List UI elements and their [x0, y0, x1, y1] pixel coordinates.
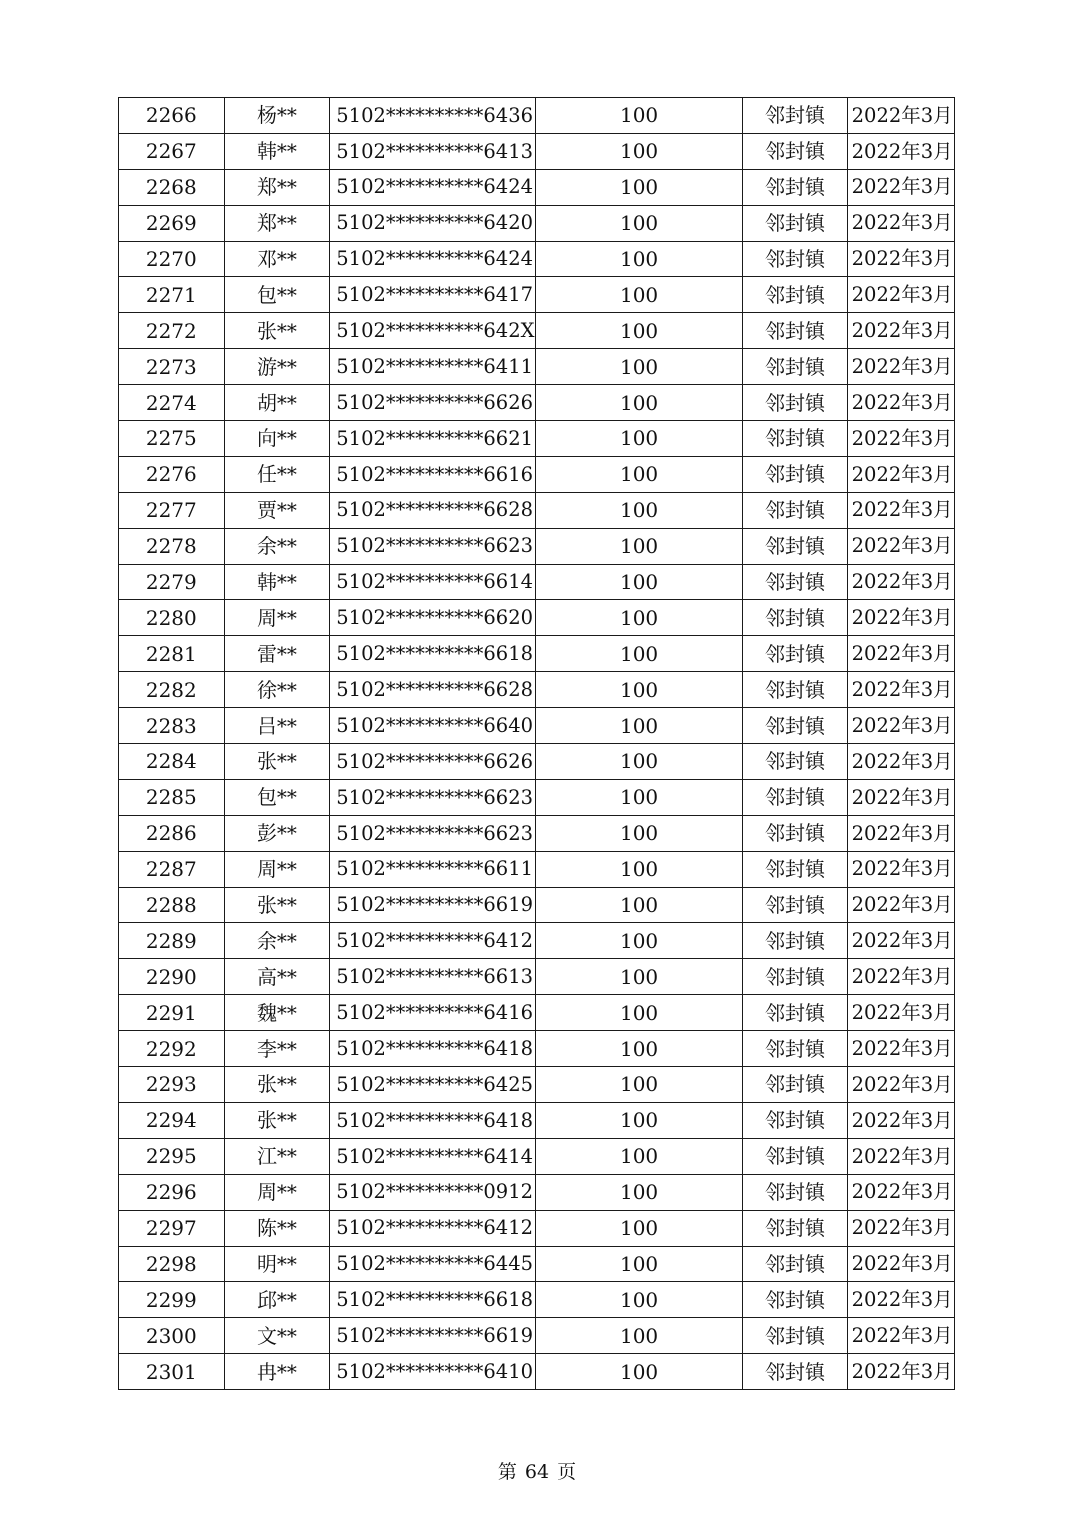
amount-cell: 100 — [536, 672, 742, 708]
month-cell: 2022年3月 — [848, 779, 955, 815]
id-number-cell: 5102**********6621 — [330, 421, 536, 457]
town-cell: 邻封镇 — [742, 851, 848, 887]
serial-number-cell: 2269 — [119, 205, 225, 241]
id-number-cell: 5102**********6418 — [330, 1031, 536, 1067]
serial-number-cell: 2301 — [119, 1354, 225, 1390]
amount-cell: 100 — [536, 349, 742, 385]
amount-cell: 100 — [536, 779, 742, 815]
amount-cell: 100 — [536, 1138, 742, 1174]
town-cell: 邻封镇 — [742, 1138, 848, 1174]
id-number-cell: 5102**********6414 — [330, 1138, 536, 1174]
name-cell: 张** — [224, 744, 330, 780]
table-row — [119, 169, 955, 205]
month-cell: 2022年3月 — [848, 995, 955, 1031]
month-cell: 2022年3月 — [848, 708, 955, 744]
name-cell: 韩** — [224, 564, 330, 600]
table-row — [119, 564, 955, 600]
amount-cell: 100 — [536, 1354, 742, 1390]
serial-number-cell: 2266 — [119, 98, 225, 134]
page-footer — [0, 1457, 1074, 1484]
serial-number-cell: 2295 — [119, 1138, 225, 1174]
id-number-cell: 5102**********6626 — [330, 385, 536, 421]
serial-number-cell: 2268 — [119, 169, 225, 205]
town-cell: 邻封镇 — [742, 1067, 848, 1103]
id-number-cell: 5102**********6410 — [330, 1354, 536, 1390]
month-cell: 2022年3月 — [848, 564, 955, 600]
town-cell: 邻封镇 — [742, 492, 848, 528]
id-number-cell: 5102**********6628 — [330, 492, 536, 528]
table-row — [119, 1102, 955, 1138]
table-row — [119, 1282, 955, 1318]
name-cell: 李** — [224, 1031, 330, 1067]
id-number-cell: 5102**********6640 — [330, 708, 536, 744]
serial-number-cell: 2279 — [119, 564, 225, 600]
table-row — [119, 456, 955, 492]
amount-cell: 100 — [536, 1246, 742, 1282]
town-cell: 邻封镇 — [742, 600, 848, 636]
name-cell: 余** — [224, 528, 330, 564]
id-number-cell: 5102**********6626 — [330, 744, 536, 780]
name-cell: 邱** — [224, 1282, 330, 1318]
amount-cell: 100 — [536, 995, 742, 1031]
serial-number-cell: 2280 — [119, 600, 225, 636]
table-row — [119, 815, 955, 851]
name-cell: 包** — [224, 277, 330, 313]
table-row — [119, 995, 955, 1031]
name-cell: 杨** — [224, 98, 330, 134]
serial-number-cell: 2286 — [119, 815, 225, 851]
month-cell: 2022年3月 — [848, 923, 955, 959]
table-row — [119, 959, 955, 995]
month-cell: 2022年3月 — [848, 205, 955, 241]
id-number-cell: 5102**********6618 — [330, 636, 536, 672]
table-row — [119, 1318, 955, 1354]
town-cell: 邻封镇 — [742, 349, 848, 385]
serial-number-cell: 2294 — [119, 1102, 225, 1138]
page-number: 64 — [524, 1461, 550, 1483]
id-number-cell: 5102**********6445 — [330, 1246, 536, 1282]
serial-number-cell: 2297 — [119, 1210, 225, 1246]
table-row — [119, 98, 955, 134]
amount-cell: 100 — [536, 564, 742, 600]
town-cell: 邻封镇 — [742, 313, 848, 349]
name-cell: 冉** — [224, 1354, 330, 1390]
name-cell: 余** — [224, 923, 330, 959]
month-cell: 2022年3月 — [848, 1138, 955, 1174]
name-cell: 郑** — [224, 169, 330, 205]
table-row — [119, 1246, 955, 1282]
town-cell: 邻封镇 — [742, 385, 848, 421]
town-cell: 邻封镇 — [742, 456, 848, 492]
amount-cell: 100 — [536, 708, 742, 744]
month-cell: 2022年3月 — [848, 672, 955, 708]
month-cell: 2022年3月 — [848, 1318, 955, 1354]
id-number-cell: 5102**********6420 — [330, 205, 536, 241]
serial-number-cell: 2291 — [119, 995, 225, 1031]
id-number-cell: 5102**********6616 — [330, 456, 536, 492]
records-table — [118, 97, 955, 1390]
serial-number-cell: 2298 — [119, 1246, 225, 1282]
id-number-cell: 5102**********6623 — [330, 815, 536, 851]
month-cell: 2022年3月 — [848, 851, 955, 887]
id-number-cell: 5102**********6619 — [330, 887, 536, 923]
name-cell: 江** — [224, 1138, 330, 1174]
id-number-cell: 5102**********6614 — [330, 564, 536, 600]
name-cell: 张** — [224, 1102, 330, 1138]
name-cell: 张** — [224, 1067, 330, 1103]
month-cell: 2022年3月 — [848, 744, 955, 780]
town-cell: 邻封镇 — [742, 1318, 848, 1354]
month-cell: 2022年3月 — [848, 600, 955, 636]
month-cell: 2022年3月 — [848, 1031, 955, 1067]
table-row — [119, 205, 955, 241]
serial-number-cell: 2267 — [119, 133, 225, 169]
amount-cell: 100 — [536, 1282, 742, 1318]
month-cell: 2022年3月 — [848, 277, 955, 313]
town-cell: 邻封镇 — [742, 169, 848, 205]
amount-cell: 100 — [536, 851, 742, 887]
id-number-cell: 5102**********6425 — [330, 1067, 536, 1103]
id-number-cell: 5102**********0912 — [330, 1174, 536, 1210]
id-number-cell: 5102**********6411 — [330, 349, 536, 385]
table-row — [119, 1138, 955, 1174]
table-row — [119, 636, 955, 672]
id-number-cell: 5102**********6424 — [330, 169, 536, 205]
table-row — [119, 1067, 955, 1103]
name-cell: 游** — [224, 349, 330, 385]
town-cell: 邻封镇 — [742, 923, 848, 959]
id-number-cell: 5102**********642X — [330, 313, 536, 349]
month-cell: 2022年3月 — [848, 636, 955, 672]
id-number-cell: 5102**********6413 — [330, 133, 536, 169]
town-cell: 邻封镇 — [742, 744, 848, 780]
serial-number-cell: 2296 — [119, 1174, 225, 1210]
town-cell: 邻封镇 — [742, 815, 848, 851]
id-number-cell: 5102**********6436 — [330, 98, 536, 134]
amount-cell: 100 — [536, 385, 742, 421]
month-cell: 2022年3月 — [848, 313, 955, 349]
serial-number-cell: 2276 — [119, 456, 225, 492]
table-row — [119, 277, 955, 313]
town-cell: 邻封镇 — [742, 205, 848, 241]
table-row — [119, 385, 955, 421]
town-cell: 邻封镇 — [742, 887, 848, 923]
month-cell: 2022年3月 — [848, 492, 955, 528]
table-row — [119, 492, 955, 528]
name-cell: 韩** — [224, 133, 330, 169]
serial-number-cell: 2293 — [119, 1067, 225, 1103]
town-cell: 邻封镇 — [742, 98, 848, 134]
serial-number-cell: 2271 — [119, 277, 225, 313]
serial-number-cell: 2287 — [119, 851, 225, 887]
amount-cell: 100 — [536, 959, 742, 995]
id-number-cell: 5102**********6412 — [330, 1210, 536, 1246]
serial-number-cell: 2289 — [119, 923, 225, 959]
month-cell: 2022年3月 — [848, 528, 955, 564]
name-cell: 雷** — [224, 636, 330, 672]
table-row — [119, 133, 955, 169]
amount-cell: 100 — [536, 636, 742, 672]
town-cell: 邻封镇 — [742, 564, 848, 600]
town-cell: 邻封镇 — [742, 779, 848, 815]
town-cell: 邻封镇 — [742, 1354, 848, 1390]
month-cell: 2022年3月 — [848, 98, 955, 134]
town-cell: 邻封镇 — [742, 1246, 848, 1282]
month-cell: 2022年3月 — [848, 1102, 955, 1138]
amount-cell: 100 — [536, 205, 742, 241]
serial-number-cell: 2278 — [119, 528, 225, 564]
month-cell: 2022年3月 — [848, 169, 955, 205]
name-cell: 吕** — [224, 708, 330, 744]
table-row — [119, 421, 955, 457]
amount-cell: 100 — [536, 1210, 742, 1246]
name-cell: 魏** — [224, 995, 330, 1031]
name-cell: 张** — [224, 313, 330, 349]
table-row — [119, 1354, 955, 1390]
table-row — [119, 313, 955, 349]
name-cell: 周** — [224, 1174, 330, 1210]
town-cell: 邻封镇 — [742, 959, 848, 995]
amount-cell: 100 — [536, 1031, 742, 1067]
month-cell: 2022年3月 — [848, 385, 955, 421]
amount-cell: 100 — [536, 421, 742, 457]
id-number-cell: 5102**********6623 — [330, 528, 536, 564]
amount-cell: 100 — [536, 1102, 742, 1138]
town-cell: 邻封镇 — [742, 672, 848, 708]
town-cell: 邻封镇 — [742, 1210, 848, 1246]
name-cell: 文** — [224, 1318, 330, 1354]
serial-number-cell: 2275 — [119, 421, 225, 457]
id-number-cell: 5102**********6623 — [330, 779, 536, 815]
amount-cell: 100 — [536, 169, 742, 205]
amount-cell: 100 — [536, 815, 742, 851]
name-cell: 任** — [224, 456, 330, 492]
name-cell: 明** — [224, 1246, 330, 1282]
serial-number-cell: 2288 — [119, 887, 225, 923]
name-cell: 向** — [224, 421, 330, 457]
town-cell: 邻封镇 — [742, 995, 848, 1031]
serial-number-cell: 2281 — [119, 636, 225, 672]
town-cell: 邻封镇 — [742, 1031, 848, 1067]
month-cell: 2022年3月 — [848, 1246, 955, 1282]
amount-cell: 100 — [536, 492, 742, 528]
id-number-cell: 5102**********6613 — [330, 959, 536, 995]
table-row — [119, 708, 955, 744]
id-number-cell: 5102**********6618 — [330, 1282, 536, 1318]
town-cell: 邻封镇 — [742, 1282, 848, 1318]
id-number-cell: 5102**********6628 — [330, 672, 536, 708]
name-cell: 包** — [224, 779, 330, 815]
footer-prefix: 第 — [497, 1461, 517, 1483]
town-cell: 邻封镇 — [742, 277, 848, 313]
serial-number-cell: 2290 — [119, 959, 225, 995]
amount-cell: 100 — [536, 456, 742, 492]
town-cell: 邻封镇 — [742, 708, 848, 744]
amount-cell: 100 — [536, 313, 742, 349]
records-table-body — [119, 98, 955, 1390]
table-row — [119, 1210, 955, 1246]
month-cell: 2022年3月 — [848, 1174, 955, 1210]
serial-number-cell: 2270 — [119, 241, 225, 277]
serial-number-cell: 2272 — [119, 313, 225, 349]
table-row — [119, 349, 955, 385]
serial-number-cell: 2300 — [119, 1318, 225, 1354]
id-number-cell: 5102**********6620 — [330, 600, 536, 636]
serial-number-cell: 2277 — [119, 492, 225, 528]
name-cell: 周** — [224, 851, 330, 887]
id-number-cell: 5102**********6424 — [330, 241, 536, 277]
name-cell: 郑** — [224, 205, 330, 241]
month-cell: 2022年3月 — [848, 133, 955, 169]
serial-number-cell: 2283 — [119, 708, 225, 744]
amount-cell: 100 — [536, 98, 742, 134]
month-cell: 2022年3月 — [848, 959, 955, 995]
table-row — [119, 672, 955, 708]
name-cell: 胡** — [224, 385, 330, 421]
amount-cell: 100 — [536, 1174, 742, 1210]
serial-number-cell: 2274 — [119, 385, 225, 421]
town-cell: 邻封镇 — [742, 636, 848, 672]
month-cell: 2022年3月 — [848, 815, 955, 851]
name-cell: 彭** — [224, 815, 330, 851]
serial-number-cell: 2282 — [119, 672, 225, 708]
serial-number-cell: 2299 — [119, 1282, 225, 1318]
table-row — [119, 887, 955, 923]
table-row — [119, 241, 955, 277]
month-cell: 2022年3月 — [848, 1210, 955, 1246]
name-cell: 邓** — [224, 241, 330, 277]
table-row — [119, 1174, 955, 1210]
amount-cell: 100 — [536, 241, 742, 277]
id-number-cell: 5102**********6418 — [330, 1102, 536, 1138]
id-number-cell: 5102**********6416 — [330, 995, 536, 1031]
serial-number-cell: 2284 — [119, 744, 225, 780]
serial-number-cell: 2292 — [119, 1031, 225, 1067]
amount-cell: 100 — [536, 887, 742, 923]
month-cell: 2022年3月 — [848, 1282, 955, 1318]
id-number-cell: 5102**********6619 — [330, 1318, 536, 1354]
month-cell: 2022年3月 — [848, 241, 955, 277]
name-cell: 高** — [224, 959, 330, 995]
table-row — [119, 851, 955, 887]
amount-cell: 100 — [536, 277, 742, 313]
table-row — [119, 779, 955, 815]
amount-cell: 100 — [536, 744, 742, 780]
month-cell: 2022年3月 — [848, 456, 955, 492]
town-cell: 邻封镇 — [742, 1102, 848, 1138]
name-cell: 贾** — [224, 492, 330, 528]
id-number-cell: 5102**********6611 — [330, 851, 536, 887]
month-cell: 2022年3月 — [848, 421, 955, 457]
serial-number-cell: 2285 — [119, 779, 225, 815]
id-number-cell: 5102**********6417 — [330, 277, 536, 313]
month-cell: 2022年3月 — [848, 349, 955, 385]
amount-cell: 100 — [536, 600, 742, 636]
name-cell: 陈** — [224, 1210, 330, 1246]
table-row — [119, 600, 955, 636]
table-row — [119, 528, 955, 564]
town-cell: 邻封镇 — [742, 133, 848, 169]
serial-number-cell: 2273 — [119, 349, 225, 385]
amount-cell: 100 — [536, 528, 742, 564]
town-cell: 邻封镇 — [742, 1174, 848, 1210]
month-cell: 2022年3月 — [848, 887, 955, 923]
town-cell: 邻封镇 — [742, 528, 848, 564]
name-cell: 周** — [224, 600, 330, 636]
name-cell: 徐** — [224, 672, 330, 708]
month-cell: 2022年3月 — [848, 1067, 955, 1103]
amount-cell: 100 — [536, 1067, 742, 1103]
amount-cell: 100 — [536, 923, 742, 959]
id-number-cell: 5102**********6412 — [330, 923, 536, 959]
town-cell: 邻封镇 — [742, 421, 848, 457]
amount-cell: 100 — [536, 1318, 742, 1354]
name-cell: 张** — [224, 887, 330, 923]
table-row — [119, 744, 955, 780]
amount-cell: 100 — [536, 133, 742, 169]
table-row — [119, 923, 955, 959]
town-cell: 邻封镇 — [742, 241, 848, 277]
month-cell: 2022年3月 — [848, 1354, 955, 1390]
footer-suffix: 页 — [557, 1461, 577, 1483]
table-row — [119, 1031, 955, 1067]
